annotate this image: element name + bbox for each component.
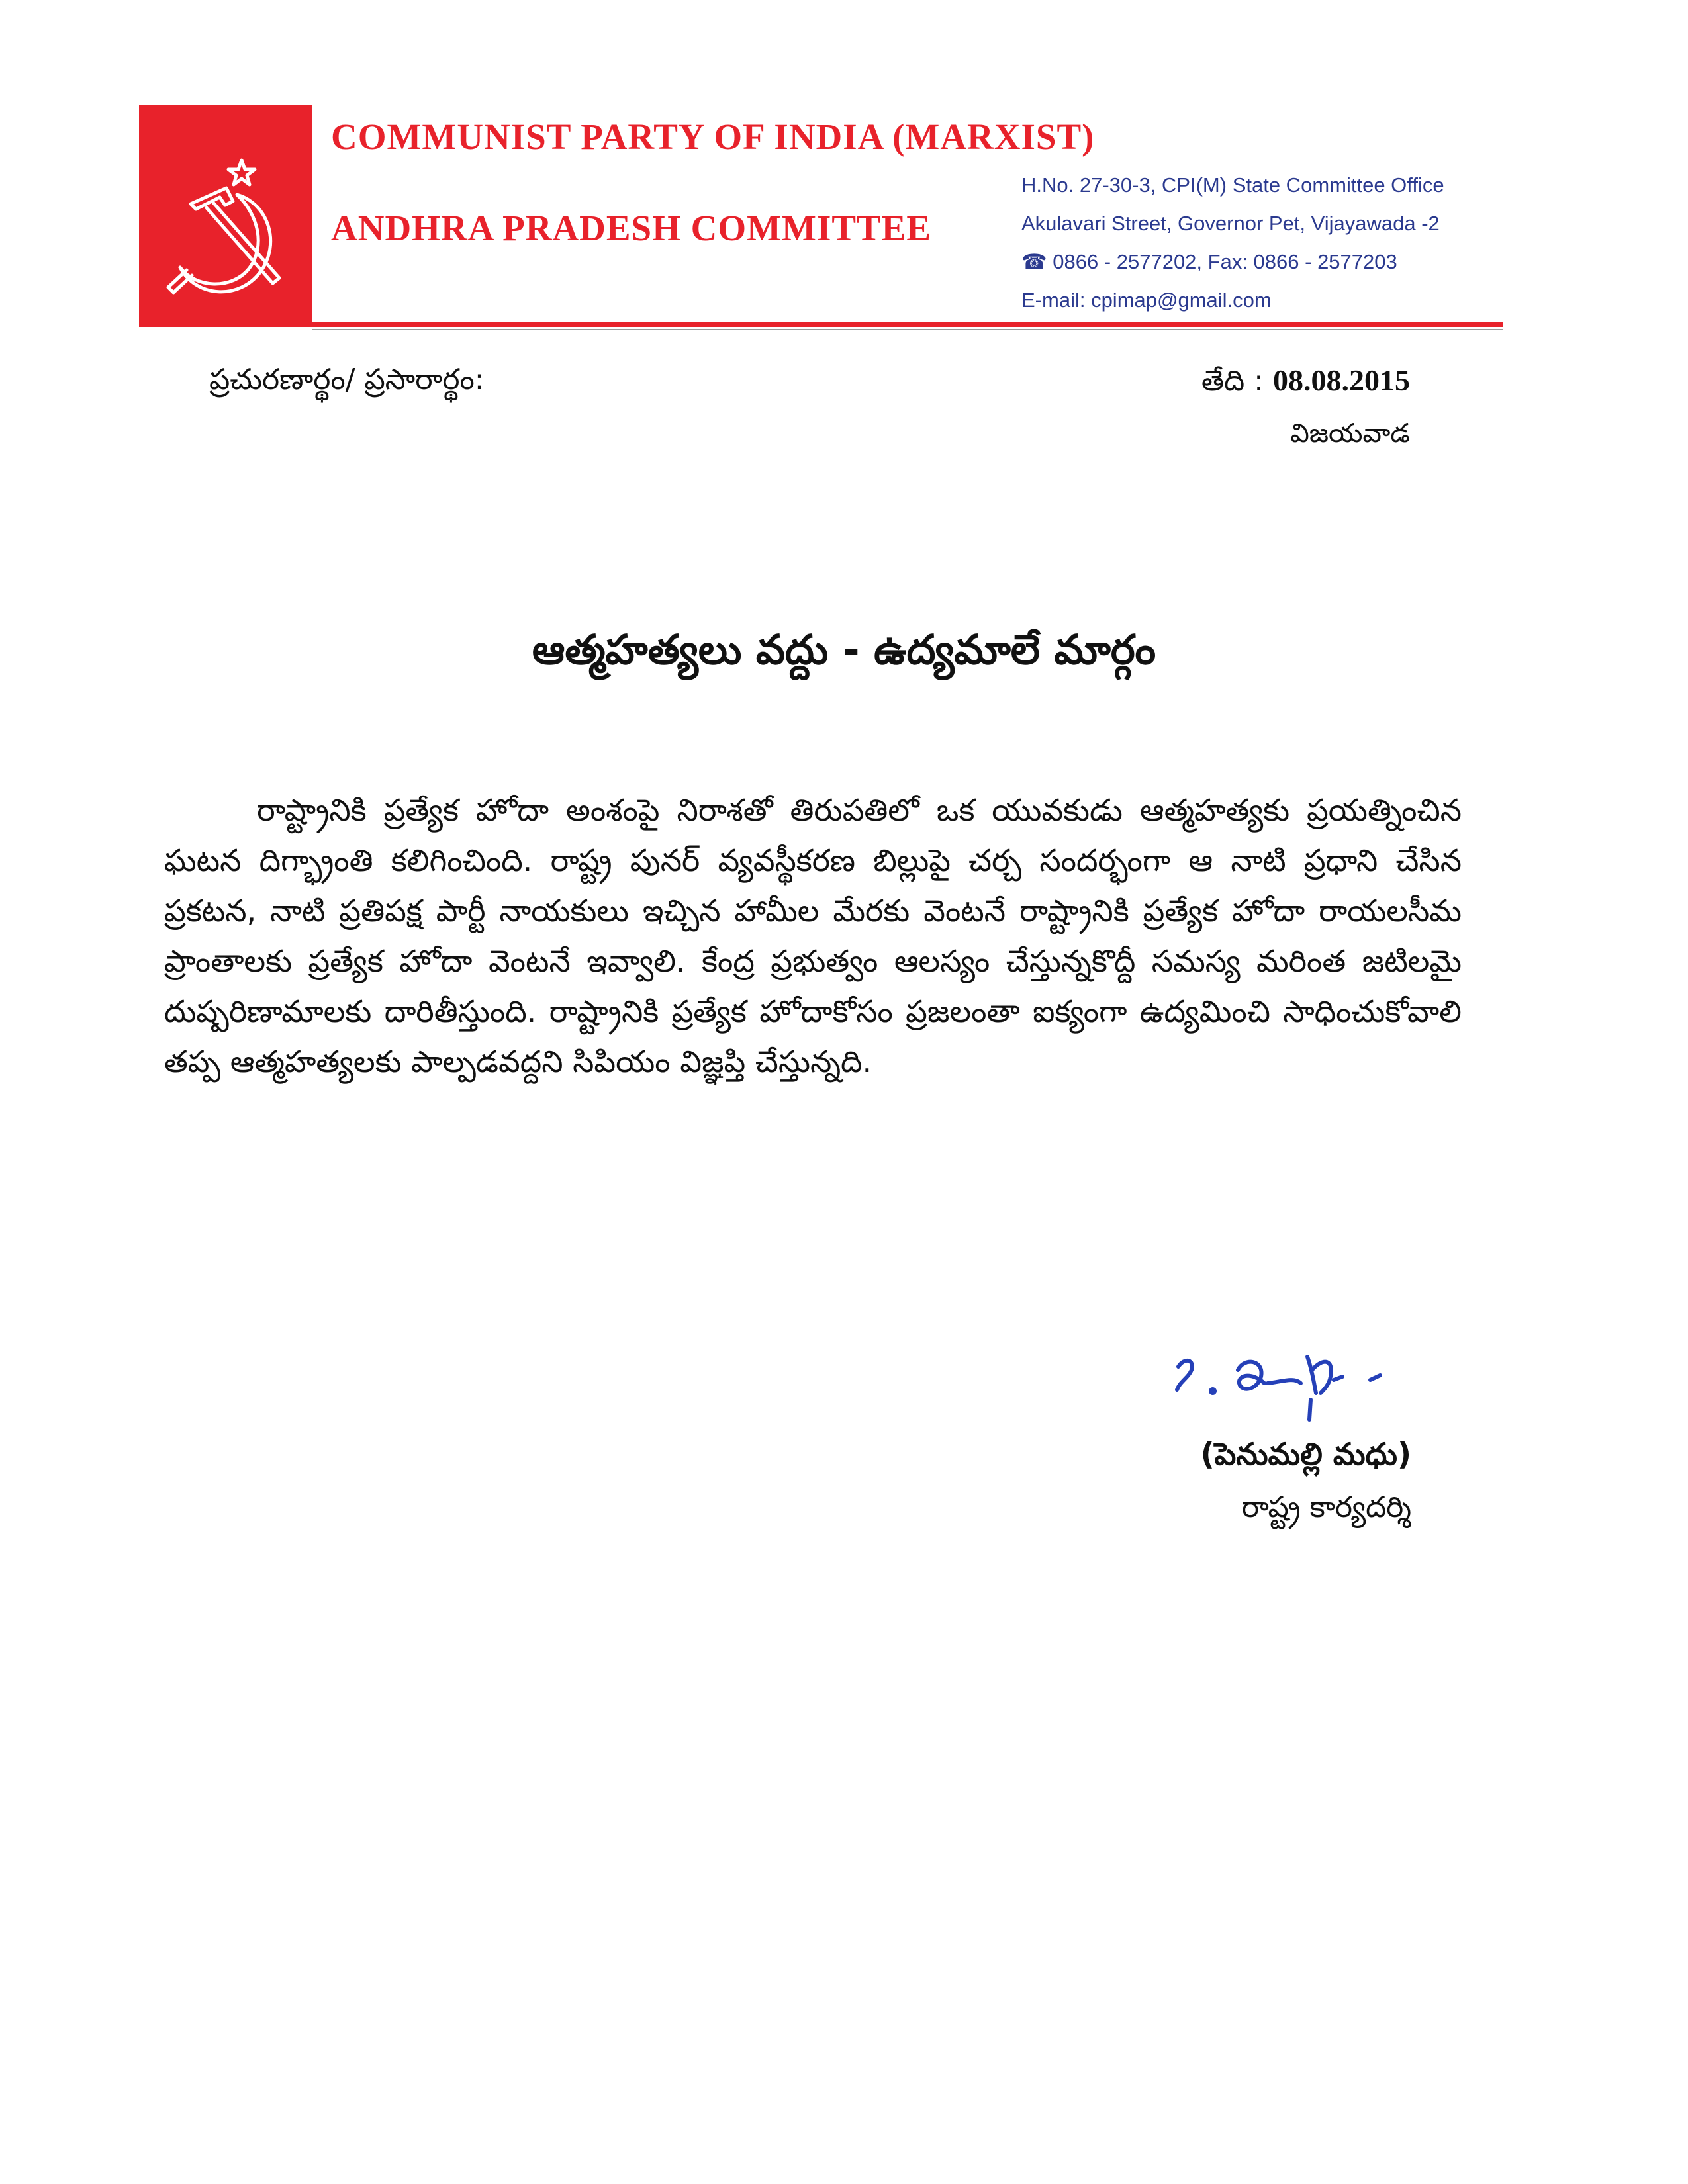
hammer-and-sickle-star-icon [139, 105, 312, 325]
body-paragraph: రాష్ట్రానికి ప్రత్యేక హోదా అంశంపై నిరాశతో తిరుపతిలో ఒక యువకుడు ఆత్మహత్యకు ప్రయత్నించిన ఘటన దిగ్భ్రాంతి కలిగించింది. రాష్ట్ర పునర్ వ్యవస్థీకరణ బిల్లుపై చర్చ సందర్భంగా ఆ నాటి ప్రధాని చేసిన ప్రకటన, నాటి ప్రతిపక్ష పార్టీ నాయకులు ఇచ్చిన హామీల మేరకు వెంటనే రాష్ట్రానికి ప్రత్యేక హోదా రాయలసీమ ప్రాంతాలకు ప్రత్యేక హోదా వెంటనే ఇవ్వాలి. కేంద్ర ప్రభుత్వం ఆలస్యం చేస్తున్నకొద్దీ సమస్య మరింత జటిలమై దుష్పరిణామాలకు దారితీస్తుంది. రాష్ట్రానికి ప్రత్యేక హోదాకోసం ప్రజలంతా ఐక్యంగా ఉద్యమించి సాధించుకోవాలి తప్ప ఆత్మహత్యలకు పాల్పడవద్దని సిపియం విజ్ఞప్తి చేస్తున్నది. [164, 792, 1462, 1079]
date-line [1201, 363, 1410, 405]
signatory-title: రాష్ట్ర కార్యదర్శి [1241, 1490, 1411, 1524]
letterhead-divider [139, 322, 1503, 327]
handwritten-signature [1165, 1330, 1417, 1432]
date-label: తేది : [1201, 364, 1264, 398]
headline: ఆత్మహత్యలు వద్దు - ఉద్యమాలే మార్గం [532, 625, 1156, 674]
phone-fax-line: ☎ 0866 - 2577202, Fax: 0866 - 2577203 [1021, 250, 1397, 273]
committee-name: ANDHRA PRADESH COMMITTEE [331, 208, 932, 248]
release-label: ప్రచురణార్థం/ ప్రసారార్థం: [209, 363, 485, 396]
party-logo [139, 105, 312, 325]
address-line: H.No. 27-30-3, CPI(M) State Committee Office [1021, 173, 1444, 197]
org-name: COMMUNIST PARTY OF INDIA (MARXIST) [331, 116, 1095, 157]
email-line: E-mail: cpimap@gmail.com [1021, 289, 1272, 312]
date-value: 08.08.2015 [1273, 363, 1410, 397]
letterhead-divider-thin [312, 329, 1503, 330]
place: విజయవాడ [1290, 418, 1410, 449]
address-line: Akulavari Street, Governor Pet, Vijayawada -2 [1021, 212, 1440, 235]
signatory-name: (పెనుమల్లి మధు) [1200, 1436, 1411, 1472]
